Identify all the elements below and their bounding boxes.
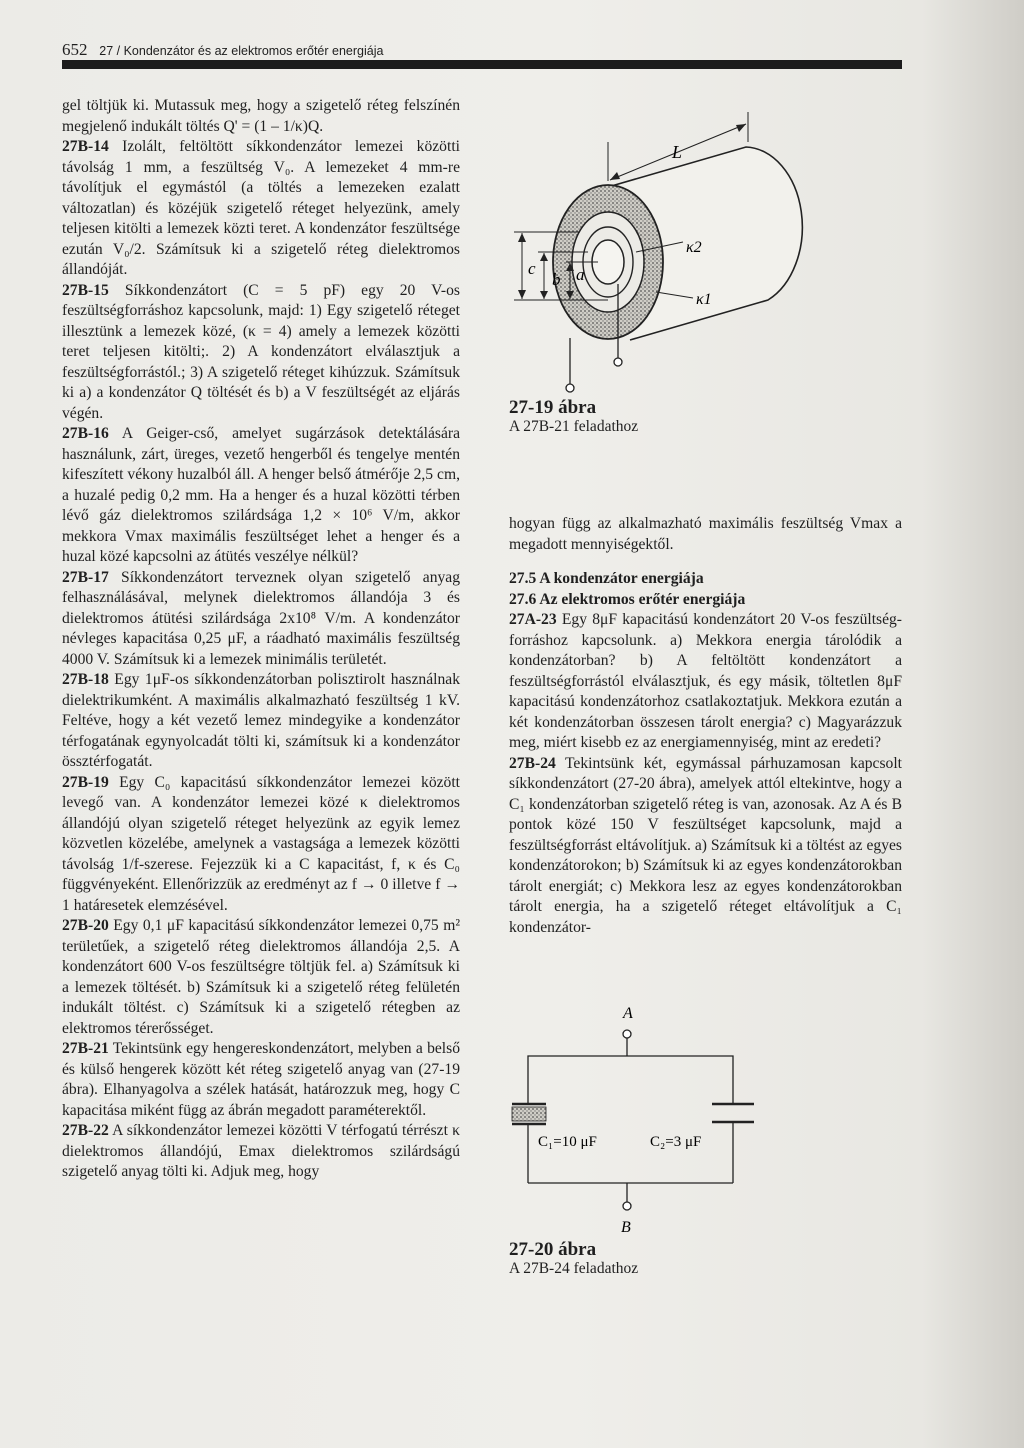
section-heading-27-5: 27.5 A kondenzátor energiája [509,570,704,587]
problem-27b-18 [62,670,460,773]
problem-27b-15 [62,281,460,425]
label-outer-radius: c [528,259,536,278]
right-column [509,514,902,938]
label-length: L [672,142,683,162]
label-middle-radius: b [552,270,561,289]
left-column [62,96,460,1183]
problem-id: 27B-15 [62,281,109,299]
problem-text: Tekintsünk két, egymással párhuzamosan kapcsolt síkkondenzátort (27-20 ábra), amelyek attól eltekintve, hogy a C₁ kondenzátorban szigetelő réteg is van, azonosak. Az A és B pontok közé 150 V feszültséget kapcsolunk, majd a feszültségforrást eltávolítjuk. a) Számítsuk ki a töltést az egyes kondenzátorokon; b) Számítsuk ki az egyes kondenzátorokban tárolt energiát; c) Mekkora lesz az egyes kondenzátorokban tárolt energia, ha a szigetelő réteget eltávolítjuk a C₁ kondenzátor- [509,754,902,936]
problem-text: A Geiger-cső, amelyet sugárzások detektálására használunk, zárt, üreges, vezető hengerből és tengelye mentén kifeszített vékony huzalból áll. A henger belső átmérője 2,5 cm, a huzalé pedig 0,2 mm. Ha a henger és a huzal közötti térben lévő gáz dielektromos szilárdsága 1,2 × 10⁶ V/m, akkor mekkora Vmax maximális feszültséget lehet a henger és a huzal közé kapcsolni az átütés veszélye nélkül? [62,425,460,565]
problem-27b-21 [62,1039,460,1121]
problem-27b-19 [62,773,460,917]
problem-text: Izolált, feltöltött síkkondenzátor lemezei közötti távolság 1 mm, a feszültség V₀. A lemezeket 4 mm-re távolítjuk el egymástól (a töltés a lemezeken ezalatt változatlan) és közéjük szigetelő réteget helyezünk, amely teljesen kitölti a lemezek közti teret. A kondenzátor feszültsége ezután V₀/2. Számítsuk ki a szigetelő réteg dielektromos állandóját. [62,138,460,278]
problem-id: 27B-19 [62,773,109,791]
problem-27a-23 [509,610,902,754]
problem-text: A síkkondenzátor lemezei közötti V térfogatú térrészt κ dielektromos állandójú, Emax dielektromos szilárdságú szigetelő anyag tölti ki. Adjuk meg, hogy [62,1122,461,1180]
header-rule [62,60,902,69]
label-c1: C₁=10 μF [538,1134,597,1150]
label-inner-radius: a [576,265,585,284]
problem-text: Tekintsünk egy hengereskondenzátort, melyben a belső és külső hengerek között két réteg szigetelő anyag van (27-19 ábra). Elhanyagolva a szélek hatását, határozzuk meg, hogy C kapacitása miként függ az ábrán megadott paraméterektől. [62,1040,460,1119]
problem-text: Egy 8μF kapacitású kondenzátort 20 V-os feszültség-forráshoz kapcsolunk. a) Mekkora energia tárolódik a kondenzátorban? b) A feltöltött kondenzátort a feszültségforrástól elválasztjuk, és egy másik, töltetlen 8μF kapacitású kondenzátorhoz csatlakoztatjuk. Mekkora ezután a két kondenzátorban összesen tárolt energia? c) Magyarázzuk meg, miért kisebb ez az energiamennyiség, mint az eredeti? [509,611,903,751]
problem-27b-17 [62,568,460,671]
problem-text: Egy 1μF-os síkkondenzátorban polisztirolt használnak dielektrikumként. A maximális alkalmazható feszültség 1 kV. Feltéve, hogy a két vezető lemez mindegyike a kondenzátor térfogatának egynyolcadát tölti ki, számítsuk ki a kondenzátor össztérfogatát. [62,671,460,770]
problem-text: Egy 0,1 μF kapacitású síkkondenzátor lemezei 0,75 m² területűek, a szigetelő réteg dielektromos állandója 2,5. A kondenzátort 600 V-os feszültségre töltjük fel. a) Számítsuk ki a lemezek töltését. b) Számítsuk ki a szigetelő réteg felületén indukált töltést. c) Számítsuk ki a szigetelő rétegben az elektromos térerősséget. [62,917,460,1037]
problem-text: Síkkondenzátort (C = 5 pF) egy 20 V-os feszültségforráshoz kapcsolunk, majd: 1) Egy szigetelő réteget illesztünk a lemezek közé, (κ = 4) amely a lemezek közötti teret teljesen kitölti;. 2) A kondenzátort elválasztjuk a feszültségforrástól.; 3) A szigetelő réteget kihúzzuk. Számítsuk ki a) a kondenzátor Q töltését és b) a V feszültségét az eljárás végén. [62,281,460,422]
figure-27-19-caption [509,398,638,436]
problem-id: 27B-24 [509,754,556,772]
outer-terminal [566,384,574,392]
problem-27b-16 [62,424,460,568]
problem-27b-22 [62,1121,460,1183]
terminal-a [623,1030,631,1038]
problem-id: 27B-18 [62,671,109,688]
problem-id: 27B-21 [62,1040,109,1057]
problem-id: 27B-16 [62,425,109,442]
inner-terminal [614,358,622,366]
terminal-b [623,1202,631,1210]
running-title: 27 / Kondenzátor és az elektromos erőtér energiája [99,44,384,58]
figure-caption-text: A 27B-24 feladathoz [509,1260,639,1277]
problem-id: 27B-20 [62,917,109,934]
problem-27b-20 [62,916,460,1039]
problem-27b-14 [62,137,460,281]
figure-number: 27-19 ábra [509,397,597,418]
page-number: 652 [62,40,88,59]
label-c2: C₂=3 μF [650,1134,702,1150]
problem-id: 27B-17 [62,568,109,586]
top-wire [528,1056,733,1104]
problem-text: Egy C₀ kapacitású síkkondenzátor lemezei között levegő van. A kondenzátor lemezei közé κ dielektromos állandójú olyan szigetelő réteget helyezünk az egyik lemez közvetlen közelébe, amelynek a vastagsága a lemezek közötti távolság 1/f-szerese. Fejezzük ki a C kapacitást, f, κ és C₀ függvényeként. Ellenőrizzük az eredményt az f → 0 illetve f → 1 határesetek elemzésével. [62,773,460,914]
c1-dielectric [512,1107,546,1121]
page-header [62,40,383,60]
label-kappa1: κ1 [696,291,712,308]
figure-27-20-parallel-capacitors [508,1000,768,1245]
figure-caption-text: A 27B-21 feladathoz [509,418,639,435]
label-kappa2: κ2 [686,239,702,256]
problem-id: 27B-14 [62,138,109,155]
continuation-paragraph: hogyan függ az alkalmazható maximális feszültség Vmax a megadott mennyiségektől. [509,515,902,553]
problem-id: 27B-22 [62,1122,109,1139]
section-heading-27-6: 27.6 Az elektromos erőtér energiája [509,590,746,608]
problem-text: Síkkondenzátort terveznek olyan szigetelő anyag felhasználásával, melynek dielektromos állandója 3 és dielektromos átütési szilárdsága 2x10⁸ V/m. A kondenzátor névleges kapacitása 0,25 μF, a ráadható maximális feszültség 4000 V. Számítsuk ki a lemezek minimális területét. [62,568,461,668]
intro-paragraph: gel töltjük ki. Mutassuk meg, hogy a szigetelő réteg felszínén megjelenő indukált töltés Q' = (1 – 1/κ)Q. [62,97,460,135]
figure-number: 27-20 ábra [509,1239,597,1260]
problem-id: 27A-23 [509,611,557,628]
label-point-a: A [623,1005,633,1022]
figure-27-20-caption [509,1240,638,1278]
figure-27-19-coaxial-capacitor [508,102,904,398]
problem-27b-24 [509,754,902,939]
label-point-b: B [621,1219,631,1236]
